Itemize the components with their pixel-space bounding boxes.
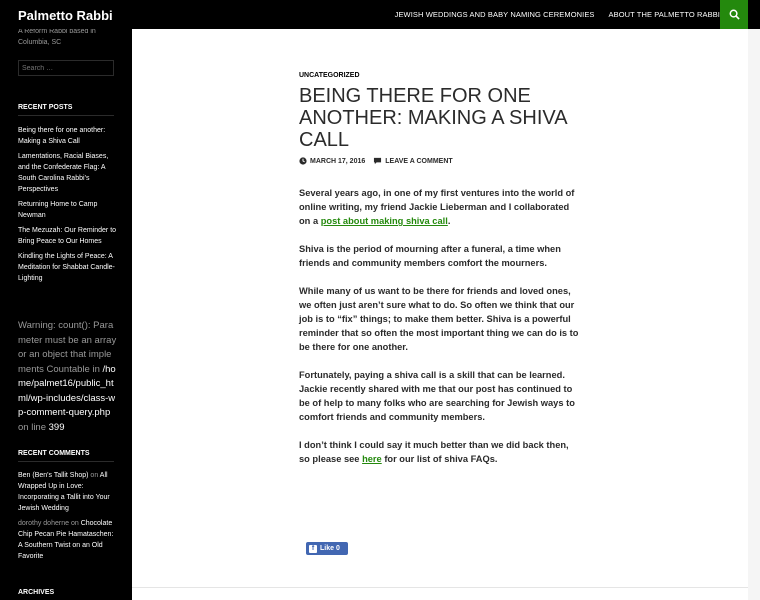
recent-post-link[interactable]: The Mezuzah: Our Reminder to Bring Peace to Our Homes — [18, 227, 117, 245]
post-date[interactable] — [299, 157, 365, 165]
recent-comments-list — [18, 470, 118, 566]
search-icon — [729, 9, 740, 20]
here-link[interactable]: here — [362, 454, 382, 464]
paragraph-text: for our list of shiva FAQs. — [384, 454, 498, 464]
clock-icon — [299, 157, 307, 165]
comment-on-text: on — [90, 472, 99, 479]
warning-text: : count(): Parameter must be an array or an object that implements Countable in — [18, 320, 117, 375]
nav-item-about[interactable]: ABOUT THE PALMETTO RABBI — [608, 10, 720, 19]
post-category-link[interactable]: UNCATEGORIZED — [299, 72, 360, 79]
sidebar — [0, 29, 132, 600]
leave-comment-text: LEAVE A COMMENT — [385, 157, 453, 165]
recent-posts-list — [18, 125, 118, 288]
paragraph: While many of us want to be there for friends and loved ones, we often just aren’t sure what to do. So often we think that our job is to “fix” things; to make them better. Shiva is a powerful reminder that so often the most important thing we can do is to be there for one another. — [299, 286, 579, 352]
comment-bubble-icon — [373, 157, 382, 165]
content-divider — [132, 587, 748, 588]
post-date-text: MARCH 17, 2016 — [310, 157, 366, 165]
paragraph — [299, 438, 581, 466]
paragraph-text: I don’t think I could say it much better than we did back then, so please see — [299, 440, 569, 464]
paragraph — [299, 186, 581, 228]
recent-post-link[interactable]: Being there for one another: Making a Shiva Call — [18, 127, 106, 145]
warning-label: Warning — [18, 320, 54, 331]
paragraph: Shiva is the period of mourning after a funeral, a time when friends and community members comfort the mourners. — [299, 244, 561, 268]
recent-comment-item — [18, 470, 118, 514]
comment-author[interactable]: Ben (Ben's Tallit Shop) — [18, 472, 89, 479]
archives-heading: ARCHIVES — [18, 589, 55, 596]
sidebar-search-input[interactable] — [18, 60, 114, 76]
facebook-like-button[interactable] — [306, 542, 348, 555]
facebook-icon: f — [309, 545, 317, 553]
paragraph-text: . — [447, 216, 451, 226]
recent-comments-heading: RECENT COMMENTS — [18, 450, 90, 457]
php-warning — [18, 319, 118, 435]
comment-author: dorothy doherne — [18, 520, 69, 527]
comment-post-link[interactable]: All Wrapped Up in Love: Incorporating a Tallit into Your Jewish Wedding — [18, 472, 110, 512]
divider — [18, 115, 114, 116]
search-toggle-button[interactable] — [720, 0, 748, 29]
paragraph-text: Several years ago, in one of my first ventures into the world of online writing, my friend Jackie Lieberman and I collaborated on a — [299, 188, 575, 226]
warning-line-number: 399 — [48, 421, 65, 433]
right-gutter — [748, 29, 760, 600]
recent-comment-item — [18, 518, 118, 562]
primary-nav — [381, 0, 720, 29]
site-title[interactable]: Palmetto Rabbi — [18, 8, 113, 23]
post-about-shiva-link[interactable]: post about making shiva call — [320, 216, 448, 226]
leave-comment-link[interactable] — [373, 157, 452, 165]
site-header — [0, 0, 760, 29]
like-label: Like 0 — [320, 545, 340, 552]
site-tagline: A Reform Rabbi based in Columbia, SC — [18, 29, 96, 46]
recent-post-link[interactable]: Kindling the Lights of Peace: A Meditation for Shabbat Candle-Lighting — [18, 253, 115, 282]
paragraph: Fortunately, paying a shiva call is a skill that can be learned. Jackie recently shared with me that our post has continued to be of help to many folks who are searching for Jewish ways to comfort friends and community members. — [299, 370, 575, 422]
comment-post-link[interactable]: Chocolate Chip Pecan Pie Hamataschen: A Southern Twist on an Old Favorite — [18, 520, 114, 560]
warning-path: /home/palmet16/public_html/wp-includes/class-wp-comment-query.php — [18, 363, 116, 418]
main-content — [132, 29, 748, 600]
post-title[interactable]: BEING THERE FOR ONE ANOTHER: MAKING A SHIVA CALL — [299, 85, 567, 151]
comment-on-text: on — [70, 520, 79, 527]
recent-post-link[interactable]: Lamentations, Racial Biases, and the Confederate Flag: A South Carolina Rabbi’s Perspectives — [18, 153, 109, 193]
recent-posts-heading: RECENT POSTS — [18, 104, 73, 111]
post-meta — [299, 157, 461, 165]
recent-post-link[interactable]: Returning Home to Camp Newman — [18, 201, 98, 219]
warning-line-text: on line — [18, 421, 46, 433]
post-body — [299, 186, 581, 480]
nav-item-jewish-weddings[interactable]: JEWISH WEDDINGS AND BABY NAMING CEREMONIES — [394, 10, 595, 19]
divider — [18, 461, 114, 462]
